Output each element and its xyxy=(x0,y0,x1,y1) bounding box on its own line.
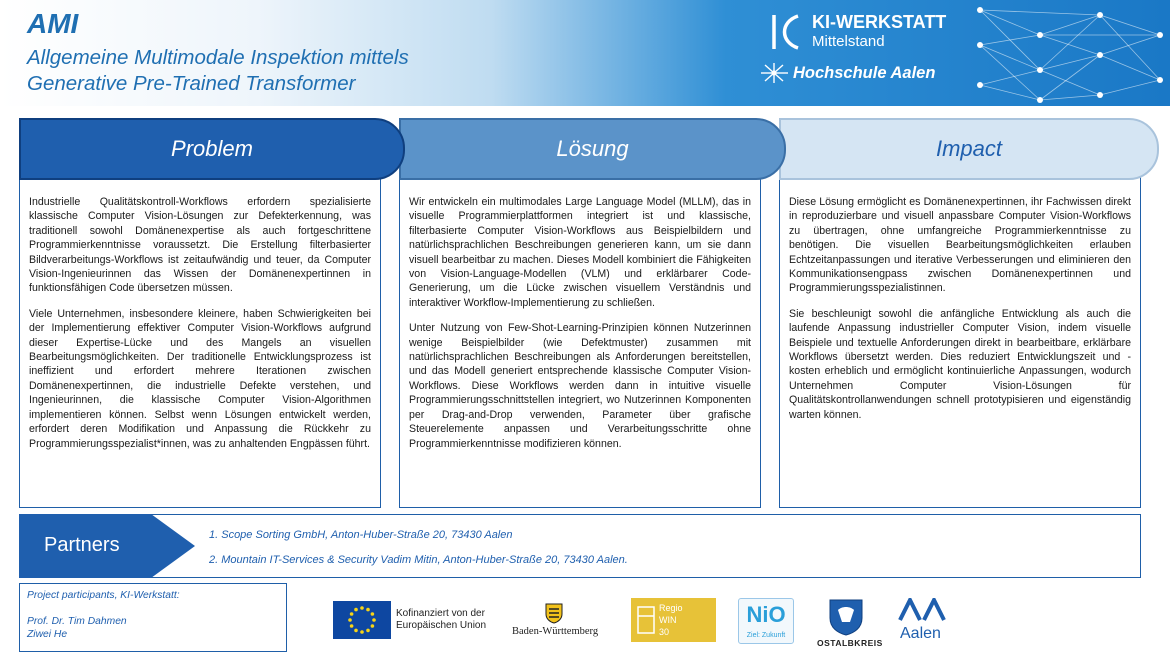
neural-network-graphic xyxy=(960,0,1170,106)
impact-paragraph-1: Diese Lösung ermöglicht es Domänenexpertinnen, ihr Fachwissen direkt in reproduzierbare und visuell anpassbare Computer Vision-Workflows zu übertragen, ohne umfangreiche Programmierkenntnisse zu benötigen. Die visuellen Bearbeitungsmöglichkeiten erlauben Echtzeitanpassungen und iterative Verbesserungen und eliminieren den Kommunikationsengpass zwischen Domänenexpertinnen und Programmierungsspezialistinnen. xyxy=(789,196,1131,295)
hochschule-aalen-name: Hochschule Aalen xyxy=(793,64,936,82)
poster-subtitle-line1: Allgemeine Multimodale Inspektion mittels xyxy=(27,46,409,69)
loesung-paragraph-2: Unter Nutzung von Few-Shot-Learning-Prinzipien können Nutzerinnen wenige Beispielbilder (wie Defektmuster) zusammen mit natürlichsprachlichen Beschreibungen als Anforderungen bereitstellen, und das Modell generiert entsprechende klassische Computer Vision-Workflows. Diese Workflows werden dann in intuitive visuelle Programmierungsschnittstellen integriert, wo Nutzerinnen Komponenten per Drag-and-Drop verwenden, Parameter über grafische Steuerelemente anpassen und Verarbeitungsschritte ohne Programmierkenntnisse modifizieren können. xyxy=(409,322,751,450)
impact-panel xyxy=(779,168,1141,508)
ostalbkreis-text: OSTALBKREIS xyxy=(817,638,883,648)
partner-item-2: 2. Mountain IT-Services & Security Vadim Mitin, Anton-Huber-Straße 20, 73430 Aalen. xyxy=(209,554,628,566)
problem-paragraph-2: Viele Unternehmen, insbesondere kleinere, haben Schwierigkeiten bei der Implementierung effektiver Computer Vision-Workflows aufgrund dieser Expertise-Lücke und des Mangels an visuellen Bearbeitungsmöglichkeiten. Der traditionelle Entwicklungsprozess ist ineffizient und erfordert mehrere Iterationen zwischen Domänenexpertinnen, die industrielle Defekte verstehen, und Ingenieurinnen, die klassische Computer Vision-Algorithmen implementieren können. Selbst wenn Lösungen entwickelt werden, erfordert deren Modifikation und Anpassung die Rückkehr zu Programmierungsspezialist*innen, was zu anhaltenden Engpässen führt. xyxy=(29,307,371,450)
poster-title: AMI xyxy=(27,8,79,39)
poster-subtitle-line2: Generative Pre-Trained Transformer xyxy=(27,72,356,95)
loesung-heading: Lösung xyxy=(399,118,786,180)
eu-text-line2: Europäischen Union xyxy=(396,620,487,631)
regiowin-logo xyxy=(631,598,716,642)
baden-wuerttemberg-text: Baden-Württemberg xyxy=(512,626,599,637)
loesung-panel xyxy=(399,168,761,508)
regiowin-text-line1: Regio xyxy=(659,603,683,613)
regiowin-text-line3: 30 xyxy=(659,627,670,637)
ki-werkstatt-logo-icon xyxy=(768,12,802,52)
regiowin-emblem-icon xyxy=(637,606,655,634)
ki-werkstatt-name: KI-WERKSTATT xyxy=(812,12,947,32)
problem-heading: Problem xyxy=(19,118,405,180)
eu-text-line1: Kofinanziert von der xyxy=(396,608,485,619)
participants-title: Project participants, KI-Werkstatt: xyxy=(27,590,180,601)
loesung-paragraph-1: Wir entwickeln ein multimodales Large Language Model (MLLM), das in visuelle Programmierplattformen integriert ist und klassische, filterbasierte Computer Vision-Workflows aus Beispielbildern und natürlichsprachlichen Beschreibungen generieren kann, um sie dann visuell bearbeitbar zu machen. Dieses Modell kombiniert die Fähigkeiten von Vision-Language-Modellen (VLM) und erklärbarer Code-Generierung, um die Lücke zwischen visuellem Verständnis und interaktiver Workflow-Implementierung zu schließen. xyxy=(409,196,751,309)
header-banner xyxy=(0,0,1170,106)
aalen-logo-text: Aalen xyxy=(900,625,941,642)
nio-logo-text: NiO xyxy=(746,602,786,627)
participants-panel xyxy=(19,583,287,652)
aalen-logo-icon xyxy=(898,598,950,622)
problem-paragraph-1: Industrielle Qualitätskontroll-Workflows erfordern spezialisierte klassische Computer Vision-Lösungen zur Defekterkennung, was traditionell sowohl Domänenexpertise als auch fortgeschrittene Programmierkenntnisse voraussetzt. Die Erstellung filterbasierter Bildverarbeitungs-Workflows ist zeitaufwändig und teuer, da Computer Vision-Ingenieurinnen das Wissen der Domänenexpertinnen in funktionsfähigen Code übersetzen müssen. xyxy=(29,196,371,295)
hochschule-aalen-logo-icon xyxy=(758,62,790,84)
regiowin-text-line2: WIN xyxy=(659,615,677,625)
eu-cofunding-text xyxy=(396,608,486,632)
problem-panel xyxy=(19,168,381,508)
participant-name: Ziwei He xyxy=(27,629,68,640)
baden-wuerttemberg-crest-icon xyxy=(540,602,568,624)
partner-item-1: 1. Scope Sorting GmbH, Anton-Huber-Straße 20, 73430 Aalen xyxy=(209,529,513,541)
nio-logo xyxy=(738,598,794,644)
partners-label: Partners xyxy=(44,534,120,556)
participant-name: Prof. Dr. Tim Dahmen xyxy=(27,616,127,627)
eu-flag-icon xyxy=(333,601,391,639)
ki-werkstatt-mittelstand: Mittelstand xyxy=(812,33,885,50)
impact-heading: Impact xyxy=(779,118,1159,180)
ostalbkreis-crest-icon xyxy=(826,598,866,636)
impact-paragraph-2: Sie beschleunigt sowohl die anfängliche Entwicklung als auch die laufende Anpassung industrieller Computer Vision, indem visuelle Beispiele und textuelle Anforderungen direkt in bearbeitbare, erklärbare Workflows übersetzt werden. Dies reduziert Entwicklungszeit und -kosten erheblich und ermöglicht kontinuierliche Anpassungen, wodurch Unternehmen Computer Vision-Lösungen für Qualitätskontrollanwendungen schnell prototypisieren und eigenständig warten können. xyxy=(789,307,1131,421)
nio-logo-subtext: Ziel: Zukunft xyxy=(746,632,786,639)
